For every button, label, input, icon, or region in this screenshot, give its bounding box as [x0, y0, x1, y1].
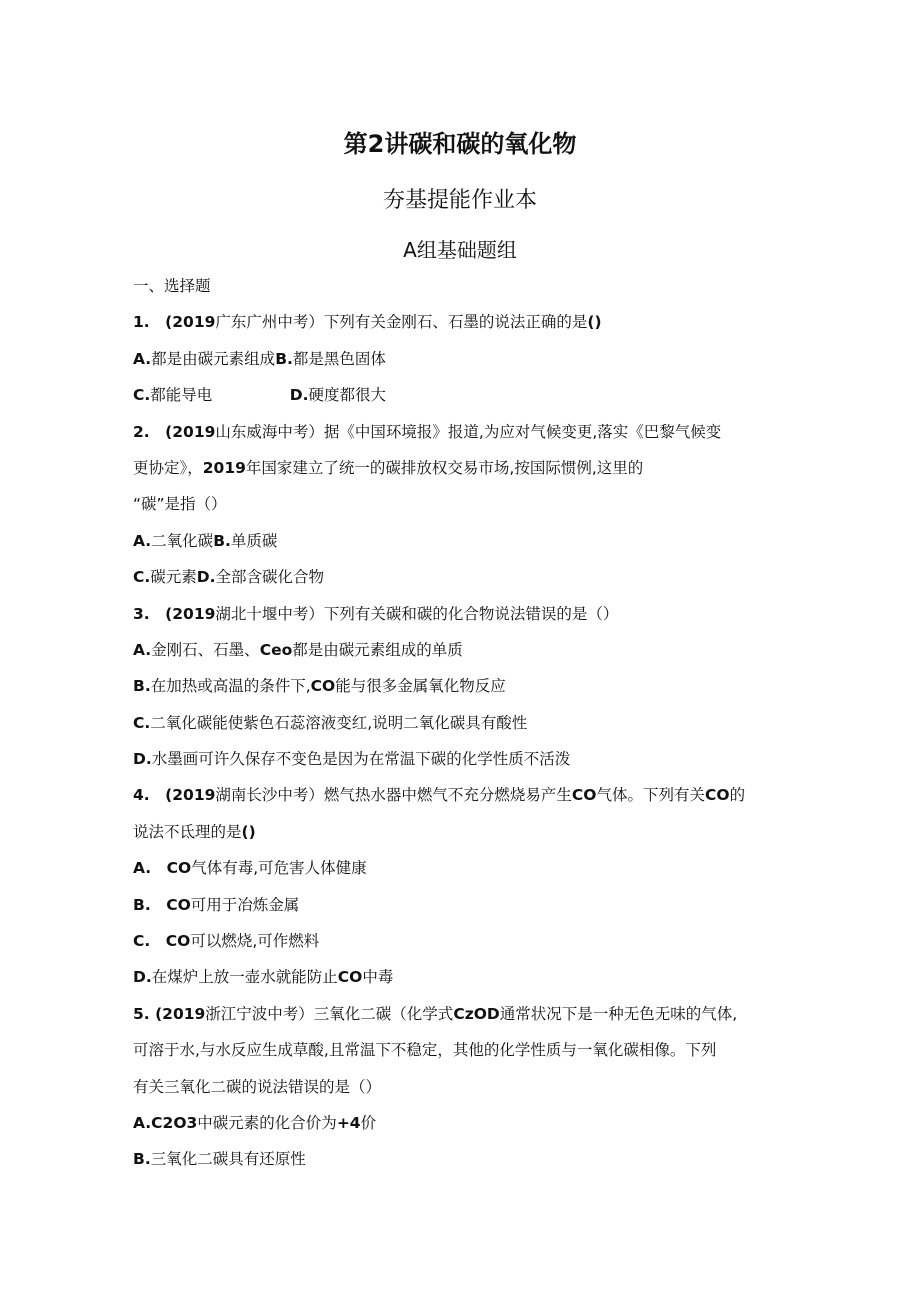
text-segment: A. [133, 349, 152, 368]
text-segment: 中毒 [362, 968, 394, 987]
text-line [133, 385, 793, 421]
text-line [133, 494, 793, 530]
text-segment: 价 [360, 1113, 377, 1132]
text-segment: 能与很多金属氧化物反应 [335, 677, 506, 696]
text-segment: C. [133, 568, 151, 587]
text-line [133, 640, 793, 676]
text-segment: 2. (2019 [133, 422, 216, 441]
text-segment: 2019 [202, 458, 246, 477]
text-line [133, 822, 793, 858]
text-segment: D. [289, 386, 309, 405]
text-segment: 可溶于水,与水反应生成草酸,且常温下不稳定，其他的化学性质与一氧化碳相像。下列 [133, 1041, 717, 1060]
text-segment: 都是黑色固体 [292, 349, 386, 368]
text-segment: 三氧化二碳具有还原性 [150, 1150, 306, 1169]
text-line [133, 895, 793, 931]
text-segment: 水墨画可许久保存不变色是因为在常温下碳的化学性质不活泼 [151, 750, 571, 769]
text-segment: () [587, 313, 602, 332]
text-segment: 可以燃烧,可作燃料 [190, 932, 320, 951]
text-line [133, 349, 793, 385]
text-line [133, 1113, 793, 1149]
text-segment: 二氧化碳 [151, 531, 214, 550]
text-segment: CO [337, 968, 363, 987]
text-line [133, 422, 793, 458]
text-segment: 硬度都很大 [308, 386, 387, 405]
text-segment: CO [705, 786, 730, 805]
text-line [133, 531, 793, 567]
text-line [133, 785, 793, 821]
text-segment: 浙江宁波中考）三氧化二碳（化学式 [205, 1004, 454, 1023]
text-segment: 气体。下列有关 [596, 786, 705, 805]
text-segment: C. CO [133, 932, 191, 951]
text-segment: A. [133, 531, 152, 550]
text-segment: A. [133, 640, 152, 659]
text-segment: B. [133, 1150, 151, 1169]
text-segment: 更协定》， [133, 458, 203, 477]
text-segment: 二氧化碳能使紫色石蕊溶液变红,说明二氧化碳具有酸性 [150, 713, 528, 732]
text-line [133, 676, 793, 712]
text-segment: 山东威海中考）据《中国环境报》报道,为应对气候变更,落实《巴黎气候变 [215, 422, 722, 441]
text-line [133, 458, 793, 494]
text-segment: CO [571, 786, 597, 805]
text-line [133, 713, 793, 749]
text-segment: () [241, 822, 256, 841]
text-segment: Ceo [259, 640, 293, 659]
text-segment: 4. (2019 [133, 786, 216, 805]
text-segment: C. [133, 386, 151, 405]
text-segment: +4 [336, 1113, 361, 1132]
section-heading: 一、选择题 [133, 277, 211, 295]
text-segment: D. [133, 750, 152, 769]
text-segment: 的 [729, 786, 746, 805]
text-segment: 湖北十堰中考）下列有关碳和碳的化合物说法错误的是（） [215, 604, 619, 623]
text-line [133, 1040, 793, 1076]
text-segment: 在煤炉上放一壶水就能防止 [151, 968, 338, 987]
text-segment: “碳”是指（） [133, 495, 227, 514]
text-line [133, 858, 793, 894]
text-line [133, 604, 793, 640]
text-segment: 5. (2019 [133, 1004, 206, 1023]
text-line [133, 931, 793, 967]
text-segment: C. [133, 713, 151, 732]
text-segment: B. [275, 349, 293, 368]
text-segment: A.C2O3 [133, 1113, 198, 1132]
text-segment: 在加热或高温的条件下, [150, 677, 311, 696]
text-segment: 气体有毒,可危害人体健康 [191, 859, 367, 878]
text-segment: 都是由碳元素组成 [151, 349, 276, 368]
text-segment: A. CO [133, 859, 192, 878]
text-segment: B. [213, 531, 231, 550]
text-segment: 单质碳 [230, 531, 278, 550]
text-segment: 说法不氐理的是 [133, 822, 242, 841]
text-segment: D. [196, 568, 216, 587]
text-segment: 都是由碳元素组成的单质 [292, 640, 463, 659]
text-segment: B. [133, 677, 151, 696]
text-line [133, 1149, 793, 1185]
text-segment: 广东广州中考）下列有关金刚石、石墨的说法正确的是 [215, 313, 588, 332]
text-segment: 3. (2019 [133, 604, 216, 623]
text-line [133, 967, 793, 1003]
text-segment: 碳元素 [150, 568, 197, 587]
page-title: 第2讲碳和碳的氧化物 [343, 130, 577, 158]
text-segment: CzOD [453, 1004, 500, 1023]
text-line [133, 749, 793, 785]
text-segment: 通常状况下是一种无色无味的气体, [499, 1004, 738, 1023]
group-title: A组基础题组 [403, 238, 517, 262]
text-segment: D. [133, 968, 152, 987]
question-content [133, 276, 793, 1186]
text-segment: B. CO [133, 895, 191, 914]
text-segment: 有关三氧化二碳的说法错误的是（） [133, 1077, 382, 1096]
page-subtitle: 夯基提能作业本 [382, 188, 537, 213]
text-segment: 中碳元素的化合价为 [197, 1113, 337, 1132]
text-segment: 湖南长沙中考）燃气热水器中燃气不充分燃烧易产生 [215, 786, 572, 805]
text-line [133, 567, 793, 603]
text-line [133, 1004, 793, 1040]
text-segment: 都能导电 [150, 386, 290, 405]
text-segment: CO [310, 677, 336, 696]
text-segment: 全部含碳化合物 [215, 568, 325, 587]
text-segment: 年国家建立了统一的碳排放权交易市场,按国际惯例,这里的 [245, 458, 644, 477]
text-line [133, 312, 793, 348]
text-segment: 1. (2019 [133, 313, 216, 332]
text-segment: 可用于冶炼金属 [190, 895, 300, 914]
text-line [133, 1077, 793, 1113]
text-segment: 金刚石、石墨、 [151, 640, 260, 659]
